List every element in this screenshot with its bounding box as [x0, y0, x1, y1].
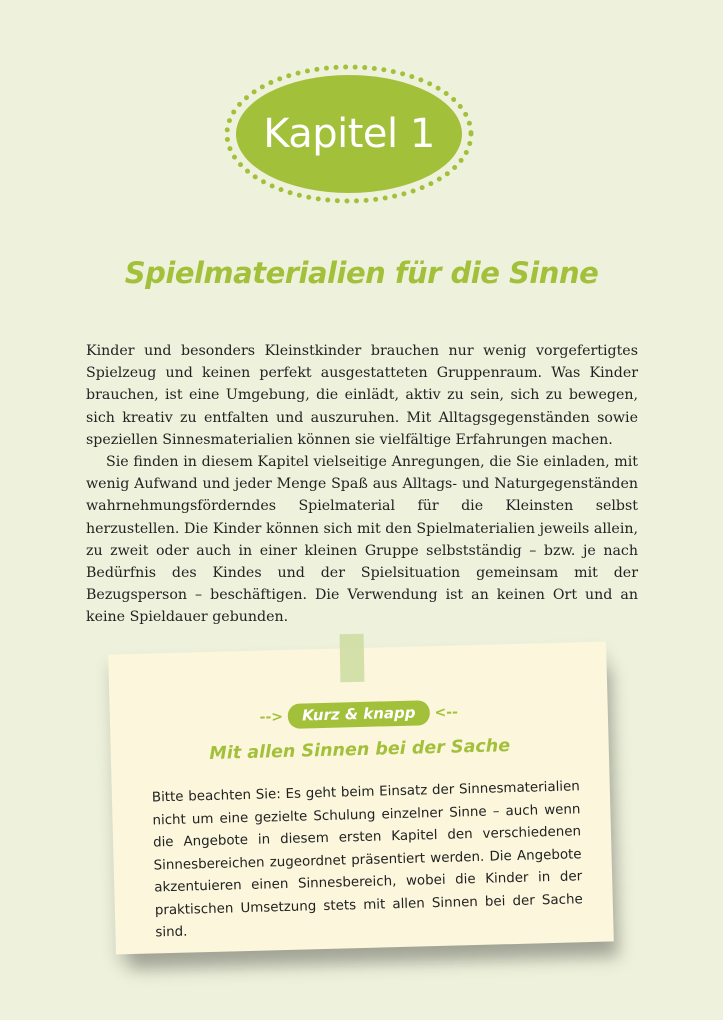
note-heading: Mit allen Sinnen bei der Sache: [209, 736, 511, 764]
intro-text: [86, 340, 638, 629]
tape-strip: [340, 634, 365, 682]
note-body: Bitte beachten Sie: Es geht beim Einsatz der Sinnesmaterialien nicht um eine gezielte Schulung einzelner Sinne – auch wenn die Angebote in diesem ersten Kapitel den verschiedenen Sinnesbereichen zugeordnet präsentiert werden. Die Angebote akzentuieren einen Sinnesbereich, wobei die Kinder in der praktischen Umsetzung stets mit allen Sinnen bei der Sache sind.: [151, 779, 583, 941]
info-note: [108, 642, 614, 955]
paragraph: Kinder und besonders Kleinstkinder brauchen nur wenig vorgefertigtes Spielzeug und keinen perfekt ausgestatteten Gruppenraum. Was Kinder brauchen, ist eine Umgebung, die einlädt, aktiv zu sein, sich zu bewegen, sich kreativ zu entfalten und auszuruhen. Mit Alltagsgegenständen sowie speziellen Sinnesmaterialien können sie vielfältige Erfahrungen machen.: [86, 343, 638, 448]
page-title: Spielmaterialien für die Sinne: [124, 256, 599, 290]
note-tag: [110, 696, 608, 734]
arrow-left-icon: <--: [434, 704, 459, 722]
arrow-right-icon: -->: [259, 709, 284, 726]
chapter-badge: [224, 64, 474, 204]
chapter-label: Kapitel 1: [263, 111, 435, 157]
paragraph: Sie finden in diesem Kapitel vielseitige Anregungen, die Sie einladen, mit wenig Aufwand und jeder Menge Spaß aus Alltags- und Naturgegenständen wahrnehmungsförderndes Spielmaterial für die Kleinsten selbst herzustellen. Die Kinder können sich mit den Spielmaterialien jeweils allein, zu zweit oder auch in einer kleinen Gruppe selbstständig – bzw. je nach Bedürfnis des Kindes und der Spielsituation gemeinsam mit der Bezugsperson – beschäftigen. Die Verwendung ist an keinen Ort und an keine Spieldauer gebunden.: [86, 454, 638, 626]
tag-label: Kurz & knapp: [288, 700, 430, 729]
